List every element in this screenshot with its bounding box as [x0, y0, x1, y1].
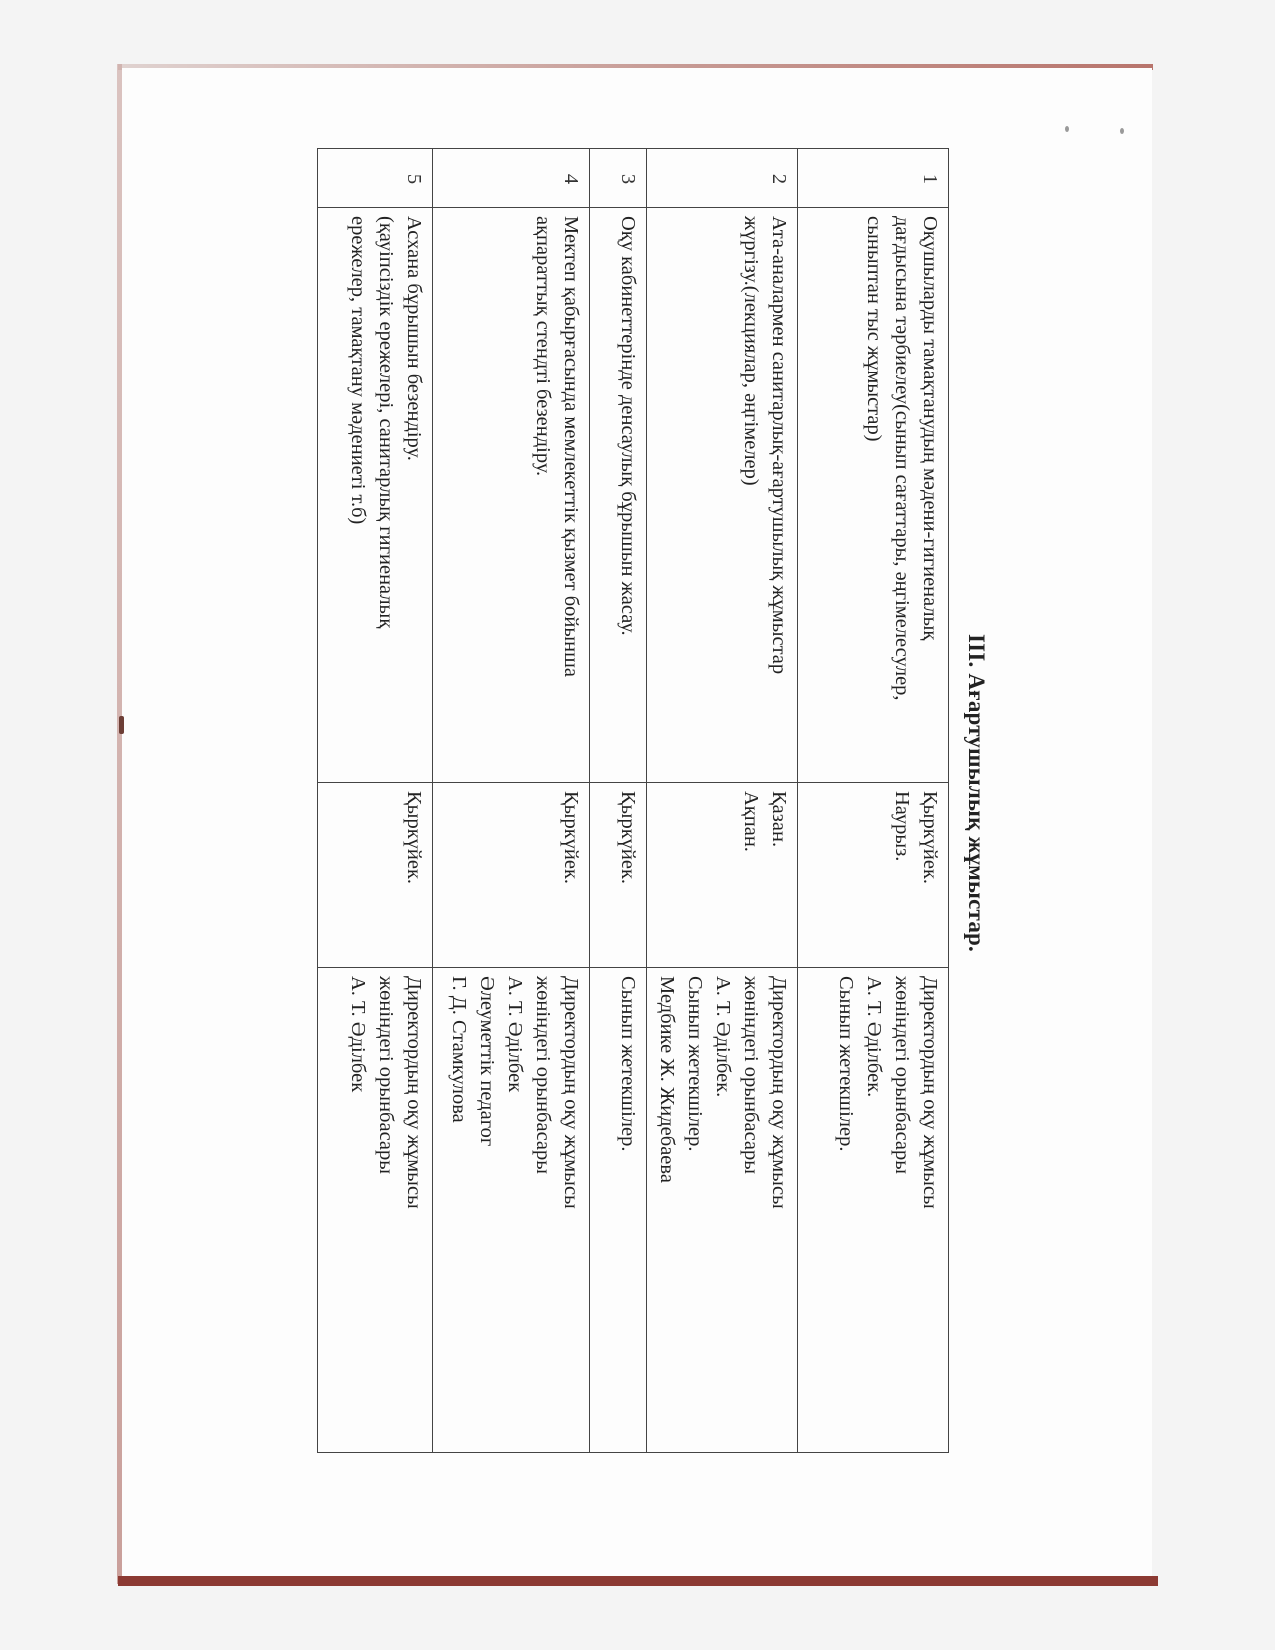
date-text: Қазан.	[768, 791, 790, 848]
activity-text: жүргізу.(лекциялар, әңгімелер)	[740, 216, 762, 486]
responsible-cell	[433, 968, 590, 1453]
activity-text: Оқу кабинеттерінде денсаулық бұрышын жасау.	[617, 216, 639, 636]
responsible-text: Директордың оқу жұмысы	[768, 976, 790, 1209]
activity-text: ережелер, тамақтану мәдениеті т.б)	[347, 216, 369, 525]
row-number: 1	[798, 149, 949, 208]
responsible-text: жөніндегі орынбасары	[532, 976, 554, 1175]
table-row	[433, 149, 590, 1453]
responsible-text: Директордың оқу жұмысы	[560, 976, 582, 1209]
paper-speck	[1065, 126, 1069, 132]
activity-cell	[318, 208, 433, 783]
activity-text: Ата-аналармен санитарлық-ағартушылық жұмыстар	[768, 216, 790, 675]
table-row	[798, 149, 949, 1453]
responsible-text: жөніндегі орынбасары	[740, 976, 762, 1175]
activity-text: Оқушыларды тамақтанудың мәдени-гигиеналық	[919, 216, 941, 641]
responsible-text: Г. Д. Стамкулова	[448, 976, 470, 1123]
activity-cell	[590, 208, 647, 783]
activity-text: сыныптан тыс жұмыстар)	[863, 216, 885, 442]
row-number: 5	[318, 149, 433, 208]
date-cell	[647, 783, 798, 968]
responsible-text: Директордың оқу жұмысы	[403, 976, 425, 1209]
responsible-text: А. Т. Әділбек	[504, 976, 526, 1093]
table-row	[318, 149, 433, 1453]
paper-edge-bottom	[118, 1576, 1158, 1586]
activities-table	[317, 148, 949, 1453]
date-text: Қыркүйек.	[617, 791, 639, 885]
activity-text: дағдысына тәрбиелеу(сынып сағаттары, әңгімелесулер,	[891, 216, 913, 701]
responsible-text: Сынып жетекшілер.	[617, 976, 639, 1152]
table-row	[647, 149, 798, 1453]
responsible-text: А. Т. Әділбек.	[712, 976, 734, 1098]
activity-cell	[647, 208, 798, 783]
row-number: 2	[647, 149, 798, 208]
paper-speck	[1120, 128, 1124, 134]
date-cell	[798, 783, 949, 968]
responsible-text: Сынып жетекшілер.	[684, 976, 706, 1152]
row-number: 4	[433, 149, 590, 208]
date-text: Қыркүйек.	[919, 791, 941, 885]
responsible-text: жөніндегі орынбасары	[891, 976, 913, 1175]
binder-mark	[119, 716, 124, 734]
date-text: Қыркүйек.	[403, 791, 425, 885]
table-row	[590, 149, 647, 1453]
date-cell	[318, 783, 433, 968]
section-title: III. Ағартушылық жұмыстар.	[964, 634, 989, 952]
date-text: Ақпан.	[740, 791, 762, 852]
date-text: Қыркүйек.	[560, 791, 582, 885]
row-number: 3	[590, 149, 647, 208]
responsible-cell	[647, 968, 798, 1453]
activity-text: (қауіпсіздік ережелері, санитарлық гигиеналық	[375, 216, 397, 629]
activity-cell	[798, 208, 949, 783]
responsible-text: жөніндегі орынбасары	[375, 976, 397, 1175]
activity-text: Асхана бұрышын безендіру.	[403, 216, 425, 461]
date-text: Наурыз.	[891, 791, 913, 862]
activity-cell	[433, 208, 590, 783]
responsible-text: Сынып жетекшілер.	[835, 976, 857, 1152]
rotated-page-content	[231, 148, 1003, 1438]
activity-text: Мектеп қабырғасында мемлекеттік қызмет бойынша	[560, 216, 582, 678]
responsible-text: А. Т. Әділбек.	[863, 976, 885, 1098]
responsible-text: Әлеуметтік педагог	[476, 976, 498, 1147]
responsible-cell	[318, 968, 433, 1453]
responsible-cell	[798, 968, 949, 1453]
responsible-text: Директордың оқу жұмысы	[919, 976, 941, 1209]
date-cell	[433, 783, 590, 968]
responsible-text: Медбике Ж. Жидебаева	[656, 976, 678, 1183]
activity-text: ақпараттық стендті безендіру.	[532, 216, 554, 477]
responsible-text: А. Т. Әділбек	[347, 976, 369, 1093]
date-cell	[590, 783, 647, 968]
responsible-cell	[590, 968, 647, 1453]
